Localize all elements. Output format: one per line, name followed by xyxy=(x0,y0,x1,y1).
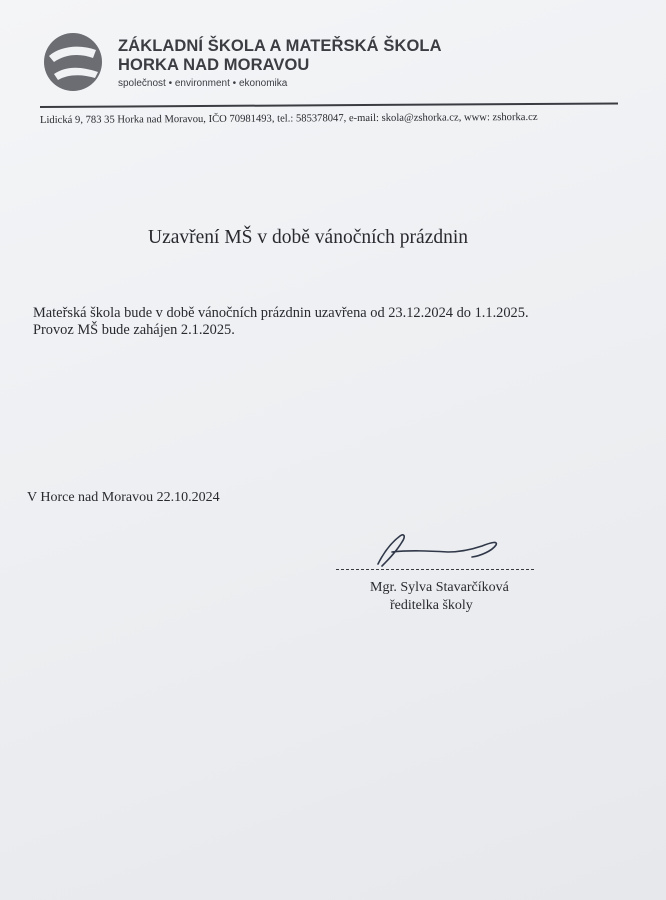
signer-name: Mgr. Sylva Stavarčíková xyxy=(370,580,509,595)
document-body xyxy=(33,305,529,339)
school-name-line2: HORKA NAD MORAVOU xyxy=(118,56,310,74)
contact-info: Lidická 9, 783 35 Horka nad Moravou, IČO 70981493, tel.: 585378047, e-mail: skola@zshorka.cz, www: zshorka.cz xyxy=(39,111,538,126)
signer-role: ředitelka školy xyxy=(390,598,473,613)
school-logo-icon xyxy=(40,32,106,92)
document-title: Uzavření MŠ v době vánočních prázdnin xyxy=(148,227,469,248)
signature-line xyxy=(336,569,534,570)
school-name-line1: ZÁKLADNÍ ŠKOLA A MATEŘSKÁ ŠKOLA xyxy=(118,37,442,55)
school-name xyxy=(118,37,442,92)
body-line-2: Provoz MŠ bude zahájen 2.1.2025. xyxy=(33,322,235,338)
handwritten-signature xyxy=(370,530,510,572)
header-divider xyxy=(40,102,618,108)
place-and-date: V Horce nad Moravou 22.10.2024 xyxy=(27,490,220,505)
body-line-1: Mateřská škola bude v době vánočních prázdnin uzavřena od 23.12.2024 do 1.1.2025. xyxy=(33,305,529,321)
school-tagline: společnost • environment • ekonomika xyxy=(118,78,288,89)
